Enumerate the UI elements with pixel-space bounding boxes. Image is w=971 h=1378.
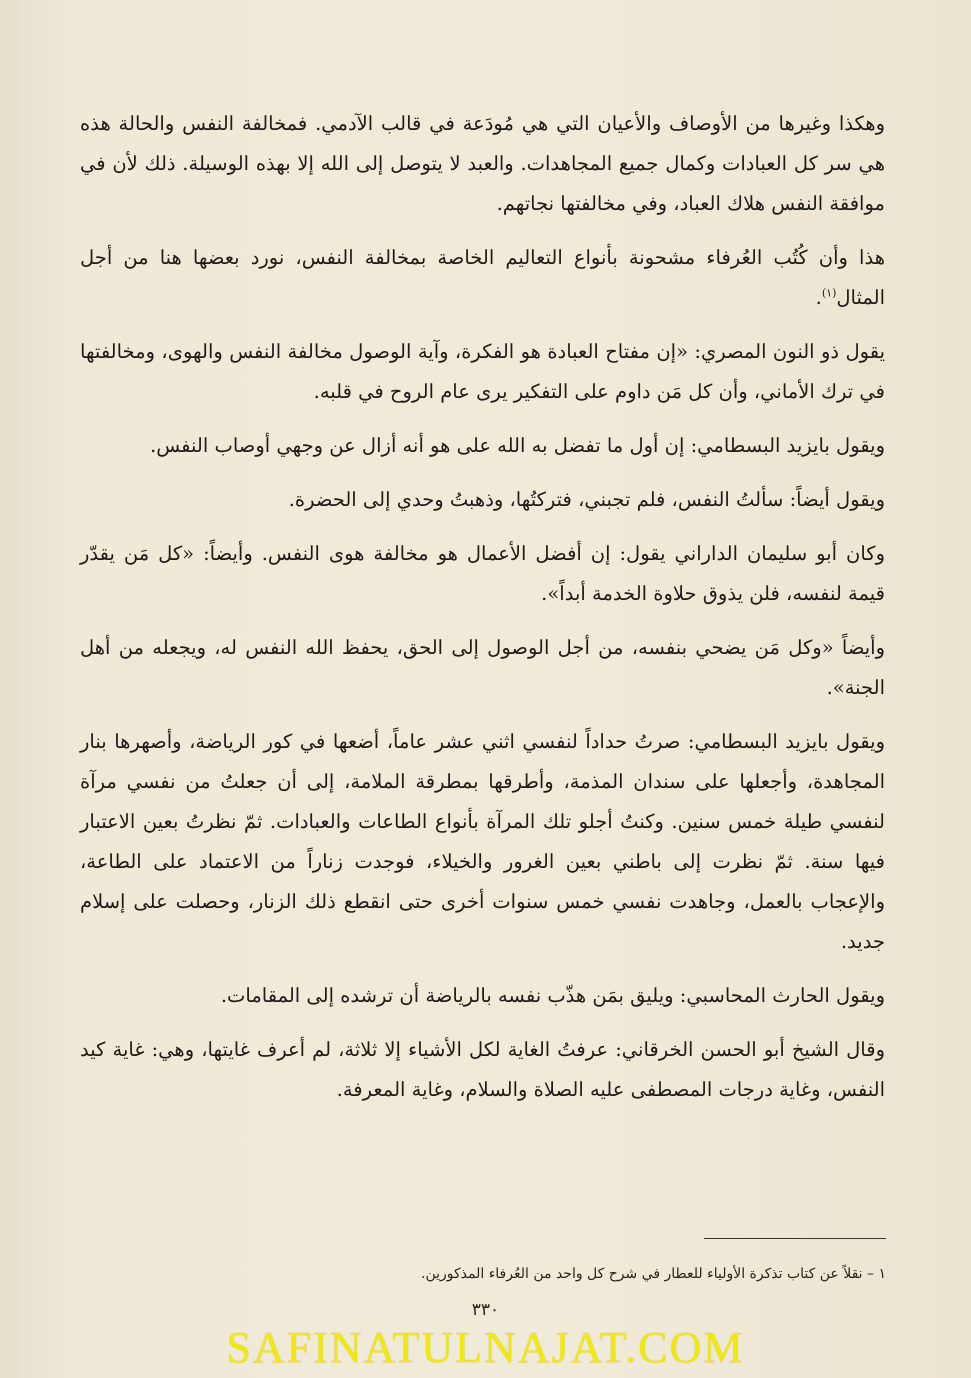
paragraph-5: ويقول أيضاً: سألتُ النفس، فلم تجبني، فتركتُها، وذهبتُ وحدي إلى الحضرة. <box>288 488 885 511</box>
footnote-reference: (١) <box>821 286 837 300</box>
main-text <box>80 104 885 1124</box>
footnote-divider <box>704 1238 886 1239</box>
footnote: ١ – نقلاً عن كتاب تذكرة الأولياء للعطار في شرح كل واحد من العُرفاء المذكورين. <box>421 1266 886 1282</box>
paragraph-9: ويقول الحارث المحاسبي: ويليق بمَن هذّب نفسه بالرياضة أن ترشده إلى المقامات. <box>220 984 885 1007</box>
paragraph-6: وكان أبو سليمان الداراني يقول: إن أفضل الأعمال هو مخالفة هوى النفس. وأيضاً: «كل مَن يقدّر قيمة لنفسه، فلن يذوق حلاوة الخدمة أبداً». <box>80 542 885 605</box>
paragraph-1: وهكذا وغيرها من الأوصاف والأعيان التي هي مُودَعة في قالب الآدمي. فمخالفة النفس والحالة هذه هي سر كل العبادات وكمال جميع المجاهدات. والعبد لا يتوصل إلى الله إلا بهذه الوسيلة. ذلك لأن في موافقة النفس هلاك العباد، وفي مخالفتها نجاتهم. <box>80 112 885 215</box>
paragraph-4: ويقول بايزيد البسطامي: إن أول ما تفضل به الله على هو أنه أزال عن وجهي أوصاب النفس. <box>150 434 885 457</box>
site-watermark: SAFINATULNAJAT.COM <box>226 1323 745 1372</box>
paragraph-8: ويقول بايزيد البسطامي: صرتُ حداداً لنفسي اثني عشر عاماً، أضعها في كور الرياضة، وأصهرها بنار المجاهدة، وأجعلها على سندان المذمة، وأطرقها بمطرقة الملامة، إلى أن جعلتُ من نفسي مرآة لنفسي طيلة خمس سنين. وكنتُ أجلو تلك المرآة بأنواع الطاعات والعبادات. ثمّ نظرتُ بعين الاعتبار فيها سنة. ثمّ نظرت إلى باطني بعين الغرور والخيلاء، فوجدت زناراً من الاعتماد على الطاعة، والإعجاب بالعمل، وجاهدت نفسي خمس سنوات أخرى حتى انقطع ذلك الزنار، وحصلت على إسلام جديد. <box>80 730 885 953</box>
paragraph-7: وأيضاً «وكل مَن يضحي بنفسه، من أجل الوصول إلى الحق، يحفظ الله النفس له، ويجعله من أهل الجنة». <box>80 636 885 699</box>
paragraph-3: يقول ذو النون المصري: «إن مفتاح العبادة هو الفكرة، وآية الوصول مخالفة النفس والهوى، ومخالفتها في ترك الأماني، وأن كل مَن داوم على التفكير يرى عام الروح في قلبه. <box>80 340 885 403</box>
paragraph-10: وقال الشيخ أبو الحسن الخرقاني: عرفتُ الغاية لكل الأشياء إلا ثلاثة، لم أعرف غايتها، وهي: غاية كيد النفس، وغاية درجات المصطفى عليه الصلاة والسلام، وغاية المعرفة. <box>80 1038 885 1101</box>
paragraph-2 <box>80 238 885 318</box>
page-number: ٣٣٠ <box>471 1300 500 1320</box>
paragraph-2-period: . <box>815 286 822 309</box>
paragraph-2-text: هذا وأن كُتُب العُرفاء مشحونة بأنواع التعاليم الخاصة بمخالفة النفس، نورد بعضها هنا من أجل المثال <box>80 246 885 309</box>
